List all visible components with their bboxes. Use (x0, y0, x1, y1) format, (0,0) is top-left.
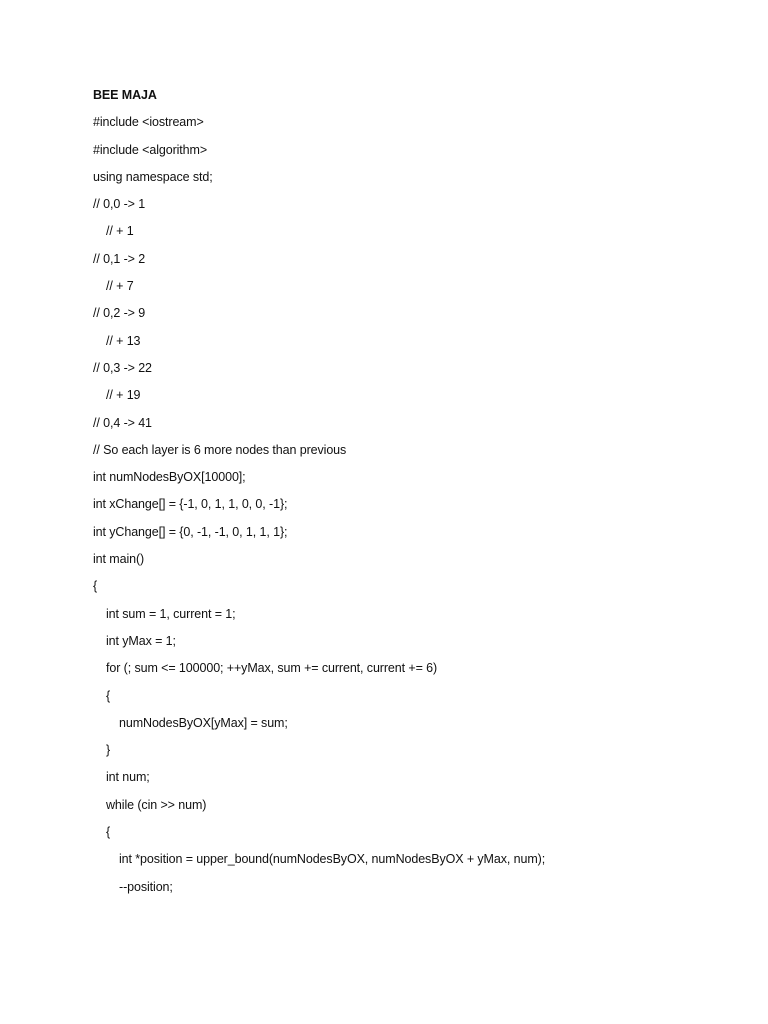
code-line: { (93, 579, 98, 594)
code-listing (93, 85, 713, 904)
document-title: BEE MAJA (93, 88, 157, 102)
code-line: // 0,1 -> 2 (93, 251, 146, 266)
code-line: int num; (106, 770, 150, 785)
code-line: int sum = 1, current = 1; (106, 606, 236, 621)
code-line: for (; sum <= 100000; ++yMax, sum += current, current += 6) (106, 661, 438, 676)
code-line: int *position = upper_bound(numNodesByOX, numNodesByOX + yMax, num); (119, 852, 546, 867)
code-line: // 0,0 -> 1 (93, 197, 146, 212)
code-line: // + 13 (106, 333, 141, 348)
code-line: } (106, 743, 111, 758)
code-line: { (106, 825, 111, 840)
code-line: int yChange[] = {0, -1, -1, 0, 1, 1, 1}; (93, 524, 288, 539)
code-line: // + 7 (106, 279, 134, 294)
code-line: // 0,2 -> 9 (93, 306, 146, 321)
code-line: int main() (93, 552, 145, 567)
code-line: // 0,4 -> 41 (93, 415, 152, 430)
code-line: // + 1 (106, 224, 134, 239)
code-line: using namespace std; (93, 169, 213, 184)
code-line: // So each layer is 6 more nodes than previous (93, 442, 347, 457)
code-line: { (106, 688, 111, 703)
code-line: while (cin >> num) (106, 797, 207, 812)
code-line: int yMax = 1; (106, 633, 176, 648)
code-line: // + 19 (106, 388, 141, 403)
code-line: // 0,3 -> 22 (93, 360, 152, 375)
code-line: numNodesByOX[yMax] = sum; (119, 715, 288, 730)
code-line: #include <iostream> (93, 115, 204, 130)
code-line: int numNodesByOX[10000]; (93, 470, 246, 485)
code-line: int xChange[] = {-1, 0, 1, 1, 0, 0, -1}; (93, 497, 288, 512)
code-line: --position; (119, 879, 173, 894)
code-line: #include <algorithm> (93, 142, 208, 157)
